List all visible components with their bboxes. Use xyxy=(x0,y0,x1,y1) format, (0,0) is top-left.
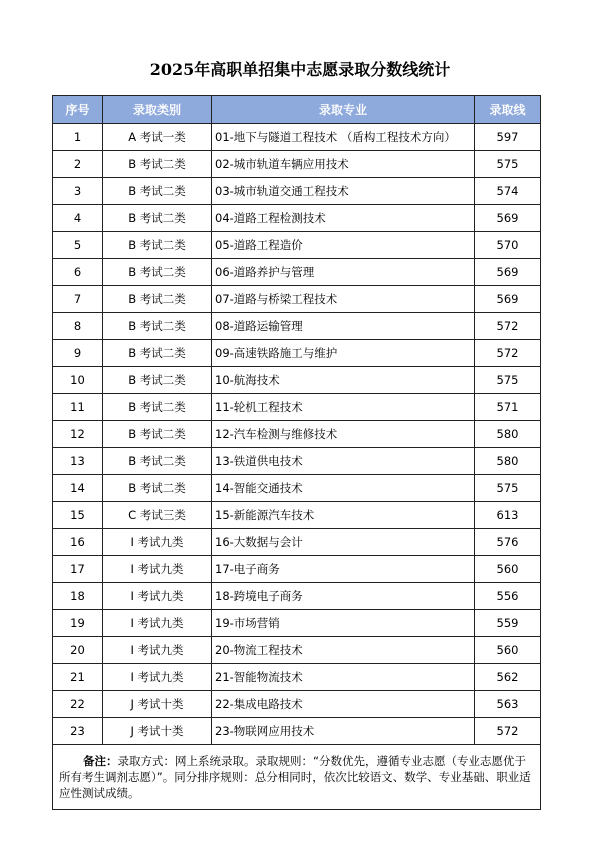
row-score: 576 xyxy=(475,529,541,556)
row-number: 3 xyxy=(53,178,103,205)
row-score: 575 xyxy=(475,151,541,178)
table-row xyxy=(53,286,541,313)
page-title: 2025年高职单招集中志愿录取分数线统计 xyxy=(149,60,451,79)
table-row xyxy=(53,205,541,232)
row-number: 1 xyxy=(53,124,103,151)
row-category: B 考试二类 xyxy=(103,178,212,205)
table-row xyxy=(53,448,541,475)
row-major: 16-大数据与会计 xyxy=(212,529,475,556)
table-row xyxy=(53,178,541,205)
row-category: I 考试九类 xyxy=(103,664,212,691)
row-major: 22-集成电路技术 xyxy=(212,691,475,718)
table-row xyxy=(53,394,541,421)
table-row xyxy=(53,151,541,178)
row-number: 18 xyxy=(53,583,103,610)
row-number: 16 xyxy=(53,529,103,556)
table-row xyxy=(53,232,541,259)
row-score: 563 xyxy=(475,691,541,718)
row-category: B 考试二类 xyxy=(103,475,212,502)
row-score: 556 xyxy=(475,583,541,610)
row-number: 10 xyxy=(53,367,103,394)
row-category: B 考试二类 xyxy=(103,151,212,178)
table-header-row xyxy=(53,96,541,124)
table-row xyxy=(53,529,541,556)
table-row xyxy=(53,583,541,610)
row-major: 13-铁道供电技术 xyxy=(212,448,475,475)
row-number: 12 xyxy=(53,421,103,448)
row-major: 05-道路工程造价 xyxy=(212,232,475,259)
row-score: 572 xyxy=(475,718,541,745)
row-score: 569 xyxy=(475,259,541,286)
header-no: 序号 xyxy=(53,96,103,124)
row-number: 13 xyxy=(53,448,103,475)
table-row xyxy=(53,367,541,394)
row-major: 01-地下与隧道工程技术 （盾构工程技术方向） xyxy=(212,124,475,151)
row-major: 14-智能交通技术 xyxy=(212,475,475,502)
note-label: 备注： xyxy=(83,754,118,768)
row-score: 560 xyxy=(475,556,541,583)
row-score: 580 xyxy=(475,421,541,448)
row-major: 19-市场营销 xyxy=(212,610,475,637)
row-category: B 考试二类 xyxy=(103,259,212,286)
row-number: 5 xyxy=(53,232,103,259)
note-cell xyxy=(53,745,541,810)
row-major: 07-道路与桥梁工程技术 xyxy=(212,286,475,313)
row-category: A 考试一类 xyxy=(103,124,212,151)
row-number: 14 xyxy=(53,475,103,502)
row-major: 21-智能物流技术 xyxy=(212,664,475,691)
header-major: 录取专业 xyxy=(212,96,475,124)
row-number: 11 xyxy=(53,394,103,421)
row-score: 562 xyxy=(475,664,541,691)
table-row xyxy=(53,502,541,529)
row-major: 04-道路工程检测技术 xyxy=(212,205,475,232)
row-category: C 考试三类 xyxy=(103,502,212,529)
table-row xyxy=(53,421,541,448)
row-category: J 考试十类 xyxy=(103,691,212,718)
row-major: 10-航海技术 xyxy=(212,367,475,394)
row-number: 9 xyxy=(53,340,103,367)
row-category: B 考试二类 xyxy=(103,286,212,313)
row-major: 03-城市轨道交通工程技术 xyxy=(212,178,475,205)
table-row xyxy=(53,691,541,718)
row-major: 17-电子商务 xyxy=(212,556,475,583)
row-score: 580 xyxy=(475,448,541,475)
row-category: I 考试九类 xyxy=(103,529,212,556)
note-text: 录取方式：网上系统录取。录取规则：“分数优先，遵循专业志愿（专业志愿优于所有考生调剂志愿）”。同分排序规则：总分相同时，依次比较语文、数学、专业基础、职业适应性测试成绩。 xyxy=(59,754,531,800)
row-number: 17 xyxy=(53,556,103,583)
table-row xyxy=(53,259,541,286)
row-major: 20-物流工程技术 xyxy=(212,637,475,664)
row-category: B 考试二类 xyxy=(103,367,212,394)
row-score: 597 xyxy=(475,124,541,151)
row-major: 02-城市轨道车辆应用技术 xyxy=(212,151,475,178)
note-row xyxy=(53,745,541,810)
row-major: 15-新能源汽车技术 xyxy=(212,502,475,529)
row-score: 575 xyxy=(475,475,541,502)
row-score: 560 xyxy=(475,637,541,664)
row-category: I 考试九类 xyxy=(103,610,212,637)
row-category: B 考试二类 xyxy=(103,448,212,475)
row-category: B 考试二类 xyxy=(103,340,212,367)
table-row xyxy=(53,664,541,691)
row-major: 23-物联网应用技术 xyxy=(212,718,475,745)
row-major: 12-汽车检测与维修技术 xyxy=(212,421,475,448)
row-score: 559 xyxy=(475,610,541,637)
table-row xyxy=(53,556,541,583)
row-number: 20 xyxy=(53,637,103,664)
row-category: B 考试二类 xyxy=(103,394,212,421)
row-score: 574 xyxy=(475,178,541,205)
header-category: 录取类别 xyxy=(103,96,212,124)
table-row xyxy=(53,637,541,664)
table-row xyxy=(53,340,541,367)
row-score: 571 xyxy=(475,394,541,421)
row-score: 569 xyxy=(475,286,541,313)
row-number: 21 xyxy=(53,664,103,691)
row-category: I 考试九类 xyxy=(103,583,212,610)
row-number: 22 xyxy=(53,691,103,718)
row-number: 8 xyxy=(53,313,103,340)
row-major: 08-道路运输管理 xyxy=(212,313,475,340)
row-category: B 考试二类 xyxy=(103,421,212,448)
table-row xyxy=(53,610,541,637)
row-number: 15 xyxy=(53,502,103,529)
table-row xyxy=(53,475,541,502)
row-major: 11-轮机工程技术 xyxy=(212,394,475,421)
row-category: B 考试二类 xyxy=(103,205,212,232)
row-number: 6 xyxy=(53,259,103,286)
row-category: J 考试十类 xyxy=(103,718,212,745)
row-number: 19 xyxy=(53,610,103,637)
row-score: 575 xyxy=(475,367,541,394)
row-score: 572 xyxy=(475,340,541,367)
row-score: 569 xyxy=(475,205,541,232)
row-major: 18-跨境电子商务 xyxy=(212,583,475,610)
row-score: 570 xyxy=(475,232,541,259)
row-major: 09-高速铁路施工与维护 xyxy=(212,340,475,367)
row-category: I 考试九类 xyxy=(103,556,212,583)
row-category: I 考试九类 xyxy=(103,637,212,664)
table-row xyxy=(53,124,541,151)
row-number: 23 xyxy=(53,718,103,745)
admission-table xyxy=(52,95,541,810)
row-major: 06-道路养护与管理 xyxy=(212,259,475,286)
header-score: 录取线 xyxy=(475,96,541,124)
row-number: 7 xyxy=(53,286,103,313)
row-category: B 考试二类 xyxy=(103,232,212,259)
row-category: B 考试二类 xyxy=(103,313,212,340)
row-number: 2 xyxy=(53,151,103,178)
row-score: 613 xyxy=(475,502,541,529)
row-score: 572 xyxy=(475,313,541,340)
table-row xyxy=(53,313,541,340)
table-row xyxy=(53,718,541,745)
row-number: 4 xyxy=(53,205,103,232)
